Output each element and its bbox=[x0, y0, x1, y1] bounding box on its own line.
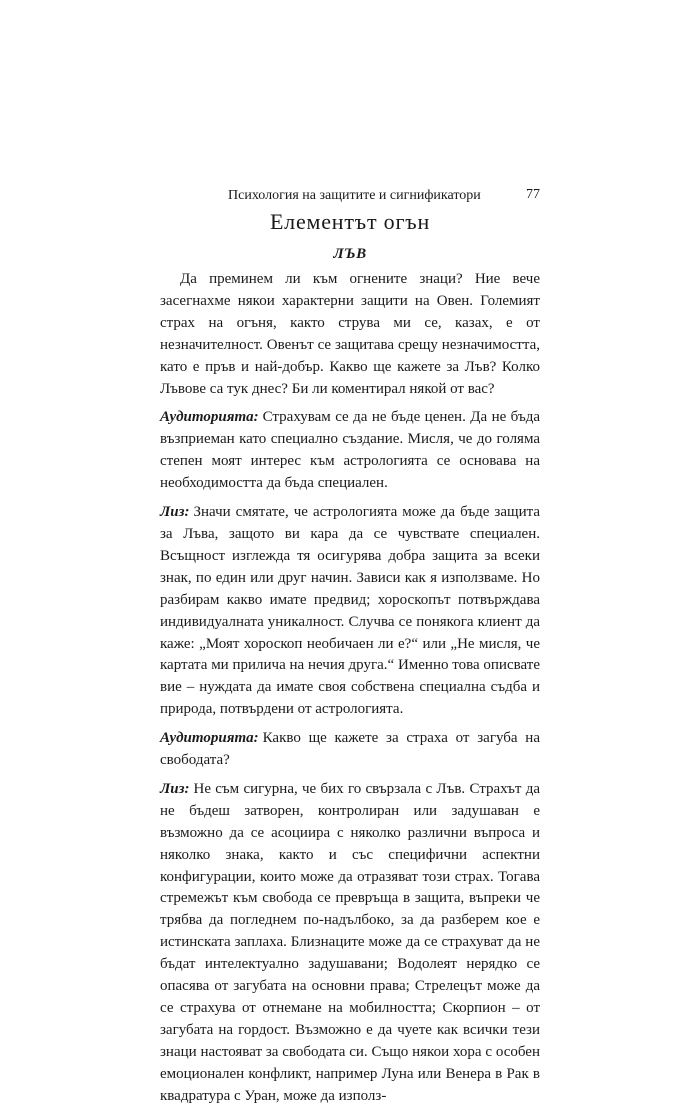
paragraph-text: Значи смятате, че астрологията може да бъде защита за Лъва, защото ви кара да се чувствате специален. Всъщност изглежда тя осигурява добра защита за всеки знак, по един или друг начин. Зависи как я използваме. Но разбирам какво имате предвид; хороскопът потвърждава индивидуалната уникалност. Случва се понякога клиент да каже: „Моят хороскоп необичаен ли е?“ или „Не мисля, че картата ми прилича на нечия друга.“ Именно това описвате вие – нуждата да имате своя собствена специална съдба и природа, потвърдени от астрологията. bbox=[160, 504, 540, 718]
running-title: Психология на защитите и сигнификатори bbox=[228, 188, 481, 203]
speaker-label: Лиз: bbox=[160, 780, 190, 797]
section-title: ЛЪВ bbox=[333, 246, 367, 262]
speaker-label: Аудиторията: bbox=[160, 409, 259, 426]
paragraph-liz-2 bbox=[160, 779, 540, 1108]
paragraph-text: Страхувам се да не бъде ценен. Да не бъда възприеман като специално създание. Мисля, че до голяма степен моят интерес към астрологията се основава на необходимостта да бъда специален. bbox=[160, 409, 540, 492]
paragraph-text: Не съм сигурна, че бих го свързала с Лъв. Страхът да не бъдеш затворен, контролиран или задушаван е възможно да се асоциира с няколко различни въпроса и няколко знака, както и със специфични аспектни конфигурации, които може да отразяват този страх. Тогава стремежът към свобода се превръща в защита, въпреки че трябва да погледнем по-надълбоко, за да разберем кое е истинската заплаха. Близнаците може да се страхуват да не бъдат интелектуално задушавани; Водолеят нерядко се опасява от загубата на основни права; Стрелецът може да се страхува от отнемане на мобилността; Скорпион – от загубата на гордост. Възможно е да чуете как всички тези знаци настояват за свободата си. Също някои хора с особен емоционален конфликт, например Луна или Венера в Рак в квадратура с Уран, може да използ- bbox=[160, 780, 540, 1104]
paragraph-audience-1 bbox=[160, 407, 540, 495]
paragraph-audience-2 bbox=[160, 728, 540, 772]
running-head bbox=[160, 184, 540, 208]
speaker-label: Аудиторията: bbox=[160, 730, 259, 747]
book-page bbox=[160, 184, 540, 1115]
paragraph-liz-1 bbox=[160, 502, 540, 721]
chapter-title: Елементът огън bbox=[269, 209, 431, 234]
paragraph-intro bbox=[160, 269, 540, 400]
paragraph-text: Какво ще кажете за страха от загуба на свободата? bbox=[160, 730, 540, 769]
paragraph-text: Да преминем ли към огнените знаци? Ние вече засегнахме някои характерни защити на Овен. Големият страх на огъня, както струва ми се, казах, е от незначителност. Овенът се защитава срещу незначимостта, като е пръв и най-добър. Какво ще кажете за Лъв? Колко Лъвове са тук днес? Би ли коментирал някой от вас? bbox=[160, 271, 540, 397]
page-number: 77 bbox=[526, 187, 540, 202]
speaker-label: Лиз: bbox=[160, 504, 190, 521]
